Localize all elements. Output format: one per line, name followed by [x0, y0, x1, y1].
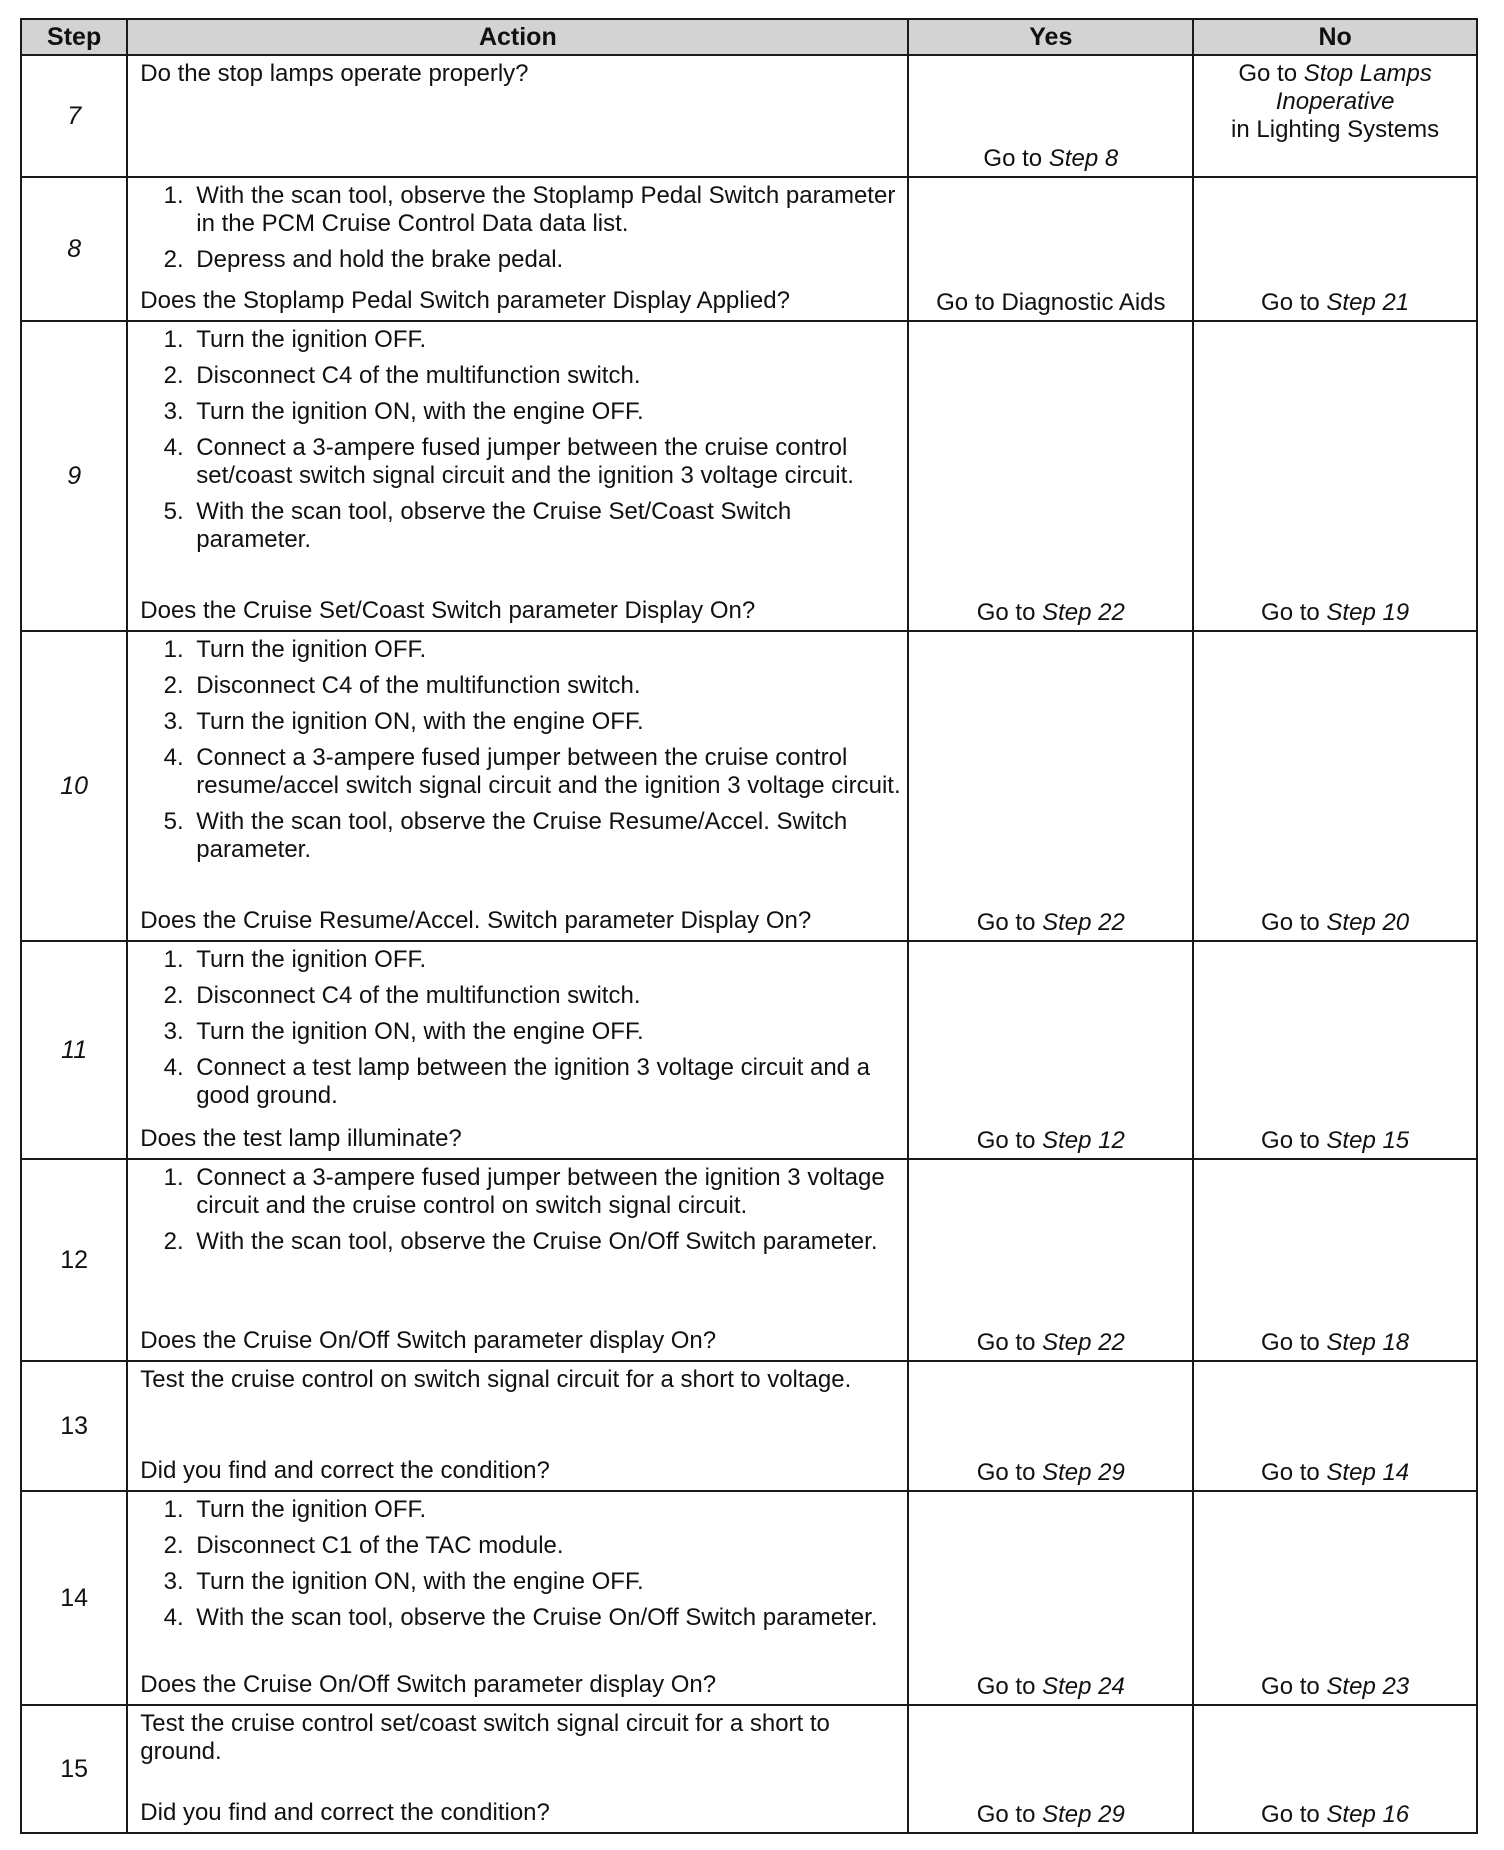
no-cell: [1193, 1491, 1477, 1705]
yes-reference-link[interactable]: Go to Diagnostic Aids: [936, 289, 1166, 316]
yes-cell: [908, 177, 1193, 321]
no-cell: [1193, 321, 1477, 631]
table-row: [21, 1705, 1477, 1833]
no-cell: [1193, 941, 1477, 1159]
yes-cell: [908, 941, 1193, 1159]
no-prefix: Go to: [1238, 60, 1298, 87]
yes-step-link[interactable]: Step 12: [1042, 1127, 1125, 1154]
action-step-item: 3. Turn the ignition ON, with the engine OFF.: [190, 1018, 901, 1046]
no-cell: [1193, 1361, 1477, 1491]
yes-step-link[interactable]: Step 29: [1042, 1801, 1125, 1828]
action-cell: [127, 1705, 908, 1833]
action-cell: [127, 631, 908, 941]
action-step-item: 4. Connect a 3-ampere fused jumper between the cruise control resume/accel switch signal circuit and the ignition 3 voltage circuit.: [190, 744, 901, 800]
no-step-link[interactable]: Step 15: [1326, 1127, 1410, 1154]
yes-cell: [908, 321, 1193, 631]
action-question: Does the Cruise On/Off Switch parameter display On?: [140, 1327, 717, 1354]
no-prefix: Go to: [1261, 1127, 1320, 1154]
action-question: Does the Cruise Set/Coast Switch parameter Display On?: [140, 597, 756, 624]
action-step-item: 1. Connect a 3-ampere fused jumper between the ignition 3 voltage circuit and the cruise control on switch signal circuit.: [190, 1164, 901, 1220]
action-step-item: 1. Turn the ignition OFF.: [190, 1496, 901, 1524]
no-cell: [1193, 631, 1477, 941]
step-number: 8: [21, 177, 127, 321]
no-prefix: Go to: [1261, 1459, 1320, 1486]
yes-prefix: Go to: [983, 145, 1043, 172]
yes-cell: [908, 631, 1193, 941]
no-step-link[interactable]: Step 21: [1326, 289, 1410, 316]
no-step-link[interactable]: Step 18: [1326, 1329, 1410, 1356]
action-text: Do the stop lamps operate properly?: [140, 60, 529, 87]
step-number: 13: [21, 1361, 127, 1491]
no-prefix: Go to: [1261, 1329, 1320, 1356]
action-step-item: 1. With the scan tool, observe the Stoplamp Pedal Switch parameter in the PCM Cruise Control Data data list.: [190, 182, 901, 238]
table-row: [21, 1159, 1477, 1361]
yes-step-link[interactable]: Step 22: [1042, 599, 1125, 626]
action-question: Does the Cruise On/Off Switch parameter display On?: [140, 1671, 717, 1698]
yes-prefix: Go to: [976, 1127, 1036, 1154]
no-step-link[interactable]: Step 19: [1326, 599, 1410, 626]
action-cell: [127, 1361, 908, 1491]
yes-step-link[interactable]: Step 22: [1042, 909, 1125, 936]
action-cell: [127, 1491, 908, 1705]
no-reference-link[interactable]: Stop Lamps Inoperative: [1275, 60, 1432, 115]
yes-step-link[interactable]: Step 22: [1042, 1329, 1125, 1356]
yes-cell: [908, 1705, 1193, 1833]
yes-cell: [908, 1159, 1193, 1361]
no-prefix: Go to: [1261, 289, 1320, 316]
table-row: [21, 321, 1477, 631]
action-step-item: 1. Turn the ignition OFF.: [190, 326, 901, 354]
header-yes: Yes: [908, 19, 1193, 55]
action-cell: [127, 941, 908, 1159]
header-step: Step: [21, 19, 127, 55]
no-prefix: Go to: [1261, 1801, 1320, 1828]
action-question: Does the Cruise Resume/Accel. Switch parameter Display On?: [140, 907, 812, 934]
step-number: 7: [21, 55, 127, 177]
no-prefix: Go to: [1261, 1673, 1320, 1700]
no-suffix: in Lighting Systems: [1231, 116, 1440, 143]
no-cell: [1193, 177, 1477, 321]
step-number: 15: [21, 1705, 127, 1833]
action-cell: [127, 1159, 908, 1361]
table-row: [21, 55, 1477, 177]
yes-step-link[interactable]: Step 24: [1042, 1673, 1125, 1700]
action-step-item: 1. Turn the ignition OFF.: [190, 636, 901, 664]
action-steps-list: [140, 1164, 901, 1264]
action-question: Does the Stoplamp Pedal Switch parameter Display Applied?: [140, 287, 790, 314]
step-number: 12: [21, 1159, 127, 1361]
yes-cell: [908, 1361, 1193, 1491]
action-step-item: 4. With the scan tool, observe the Cruise On/Off Switch parameter.: [190, 1604, 901, 1632]
yes-prefix: Go to: [976, 909, 1036, 936]
action-step-item: 2. Disconnect C1 of the TAC module.: [190, 1532, 901, 1560]
action-question: Did you find and correct the condition?: [140, 1457, 550, 1484]
action-cell: [127, 177, 908, 321]
diagnostic-table: [20, 18, 1478, 1834]
action-step-item: 2. With the scan tool, observe the Cruise On/Off Switch parameter.: [190, 1228, 901, 1256]
action-steps-list: [140, 326, 901, 562]
table-row: [21, 1491, 1477, 1705]
yes-cell: [908, 1491, 1193, 1705]
action-step-item: 3. Turn the ignition ON, with the engine OFF.: [190, 708, 901, 736]
action-step-item: 2. Disconnect C4 of the multifunction switch.: [190, 982, 901, 1010]
table-row: [21, 941, 1477, 1159]
header-no: No: [1193, 19, 1477, 55]
action-steps-list: [140, 182, 901, 282]
action-steps-list: [140, 1496, 901, 1640]
header-row: [21, 19, 1477, 55]
no-cell: [1193, 55, 1477, 177]
step-number: 11: [21, 941, 127, 1159]
action-text: Test the cruise control on switch signal circuit for a short to voltage.: [140, 1366, 852, 1393]
no-cell: [1193, 1705, 1477, 1833]
action-step-item: 3. Turn the ignition ON, with the engine OFF.: [190, 1568, 901, 1596]
action-text: Test the cruise control set/coast switch signal circuit for a short to ground.: [140, 1710, 830, 1765]
yes-prefix: Go to: [976, 1801, 1036, 1828]
action-question: Does the test lamp illuminate?: [140, 1125, 462, 1152]
step-number: 10: [21, 631, 127, 941]
diagnostic-table-sheet: [20, 18, 1478, 1834]
action-step-item: 2. Depress and hold the brake pedal.: [190, 246, 901, 274]
action-step-item: 5. With the scan tool, observe the Cruise Set/Coast Switch parameter.: [190, 498, 901, 554]
action-cell: [127, 55, 908, 177]
yes-prefix: Go to: [976, 1459, 1036, 1486]
action-step-item: 1. Turn the ignition OFF.: [190, 946, 901, 974]
header-action: Action: [127, 19, 908, 55]
no-step-link[interactable]: Step 16: [1326, 1801, 1410, 1828]
yes-prefix: Go to: [976, 1329, 1036, 1356]
action-question: Did you find and correct the condition?: [140, 1799, 550, 1826]
action-step-item: 4. Connect a test lamp between the ignition 3 voltage circuit and a good ground.: [190, 1054, 901, 1110]
step-number: 14: [21, 1491, 127, 1705]
yes-prefix: Go to: [976, 1673, 1036, 1700]
no-cell: [1193, 1159, 1477, 1361]
no-prefix: Go to: [1261, 599, 1320, 626]
action-step-item: 4. Connect a 3-ampere fused jumper between the cruise control set/coast switch signal circuit and the ignition 3 voltage circuit.: [190, 434, 901, 490]
table-row: [21, 1361, 1477, 1491]
no-step-link[interactable]: Step 14: [1326, 1459, 1410, 1486]
action-cell: [127, 321, 908, 631]
step-number: 9: [21, 321, 127, 631]
action-step-item: 3. Turn the ignition ON, with the engine OFF.: [190, 398, 901, 426]
yes-prefix: Go to: [976, 599, 1036, 626]
yes-step-link[interactable]: Step 8: [1048, 145, 1119, 172]
table-row: [21, 631, 1477, 941]
yes-cell: [908, 55, 1193, 177]
table-row: [21, 177, 1477, 321]
action-steps-list: [140, 636, 901, 872]
action-steps-list: [140, 946, 901, 1118]
action-step-item: 2. Disconnect C4 of the multifunction switch.: [190, 672, 901, 700]
yes-step-link[interactable]: Step 29: [1042, 1459, 1125, 1486]
no-step-link[interactable]: Step 23: [1326, 1673, 1410, 1700]
action-step-item: 5. With the scan tool, observe the Cruise Resume/Accel. Switch parameter.: [190, 808, 901, 864]
action-step-item: 2. Disconnect C4 of the multifunction switch.: [190, 362, 901, 390]
no-step-link[interactable]: Step 20: [1326, 909, 1410, 936]
no-prefix: Go to: [1261, 909, 1320, 936]
